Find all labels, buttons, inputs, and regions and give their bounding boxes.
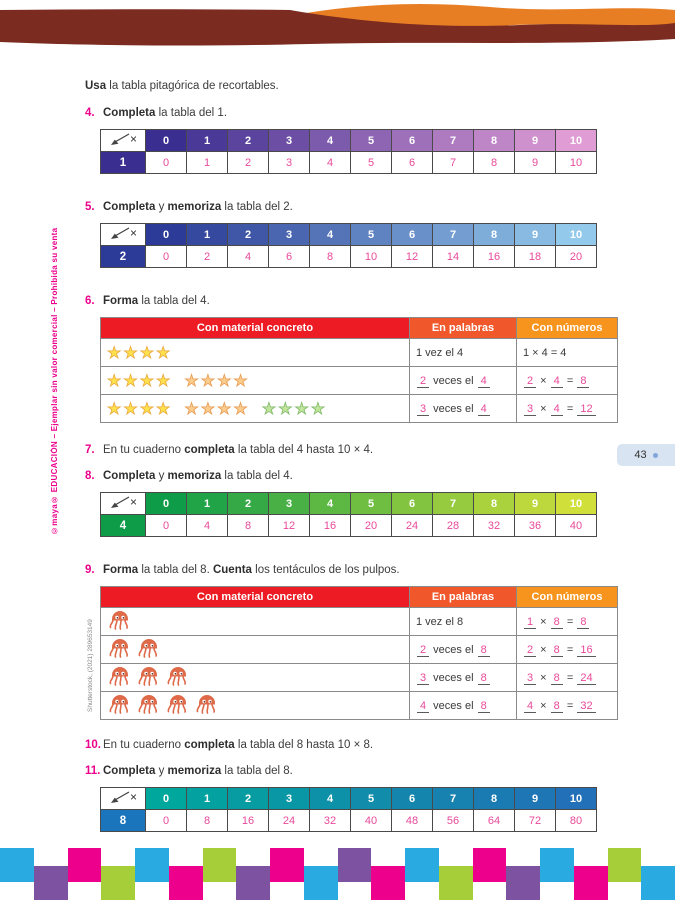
handwritten-answer: 2 [417, 644, 429, 657]
answer-cell: 64 [474, 810, 515, 832]
column-header-cell: 10 [556, 788, 597, 810]
octopus-icon-wrap [194, 693, 220, 718]
answer-cell: 8 [228, 515, 269, 537]
answer-cell: 8 [187, 810, 228, 832]
answer-cell: 48 [392, 810, 433, 832]
svg-text:×: × [130, 790, 138, 804]
handwritten-answer: 8 [577, 616, 589, 629]
table-corner-cell [101, 224, 146, 246]
svg-text:×: × [130, 132, 138, 146]
pythagoras-table [100, 787, 597, 832]
exercise-11 [85, 764, 605, 778]
octopus-icon [107, 609, 133, 631]
text-segment: veces el [430, 699, 477, 712]
answer-cell: 10 [351, 246, 392, 268]
con-numeros-cell [517, 636, 618, 664]
material-cell [101, 395, 410, 423]
text-segment: la tabla del 4. [138, 295, 210, 307]
handwritten-answer: 2 [417, 375, 429, 388]
answer-cell: 40 [556, 515, 597, 537]
forma-header-cell: En palabras [410, 587, 517, 608]
text-segment: Completa [103, 201, 156, 213]
exercise-9 [85, 563, 605, 577]
column-header-cell: 2 [228, 130, 269, 152]
answer-cell: 14 [433, 246, 474, 268]
decoration-block [135, 848, 169, 882]
text-segment: memoriza [167, 765, 222, 777]
answer-cell: 3 [269, 152, 310, 174]
photo-credit: Shutterstock, (2021) 289653149 [87, 619, 94, 712]
handwritten-answer: 8 [577, 375, 589, 388]
column-header-cell: 10 [556, 224, 597, 246]
exercise-text [103, 739, 373, 751]
star-group-icon: ★★★★ [107, 400, 173, 418]
exercise-4 [85, 106, 605, 120]
answer-cell: 40 [351, 810, 392, 832]
column-header-cell: 7 [433, 788, 474, 810]
forma-header-cell: Con números [517, 587, 618, 608]
handwritten-answer: 8 [551, 672, 563, 685]
table-corner-cell [101, 788, 146, 810]
octopus-icon-wrap [136, 693, 162, 718]
exercise-6 [85, 294, 605, 308]
column-header-cell: 5 [351, 493, 392, 515]
pythagoras-table [100, 492, 597, 537]
column-header-cell: 7 [433, 130, 474, 152]
table-corner-cell [101, 493, 146, 515]
column-header-cell: 6 [392, 493, 433, 515]
answer-cell: 0 [146, 152, 187, 174]
column-header-cell: 6 [392, 224, 433, 246]
handwritten-answer: 4 [478, 375, 490, 388]
decoration-block [34, 866, 68, 900]
decoration-block [0, 848, 34, 882]
text-segment: Forma [103, 295, 139, 307]
multiplication-table-del-1 [100, 129, 605, 174]
en-palabras-cell [410, 339, 517, 367]
forma-table [100, 586, 618, 720]
exercise-number: 7. [85, 444, 95, 456]
decoration-block [608, 848, 642, 882]
handwritten-answer: 4 [524, 700, 536, 713]
text-segment: la tabla pitagórica de recortables. [106, 80, 279, 92]
answer-cell: 28 [433, 515, 474, 537]
text-segment: 1 vez el 4 [416, 346, 464, 359]
page-badge-dot [653, 453, 658, 458]
column-header-cell: 8 [474, 130, 515, 152]
answer-cell: 12 [269, 515, 310, 537]
multiplication-table-del-8 [100, 787, 605, 832]
multiplication-table-del-2 [100, 223, 605, 268]
svg-text:×: × [130, 495, 138, 509]
octopus-icon [107, 637, 133, 659]
octopus-icon [194, 693, 220, 715]
table-corner-cell [101, 130, 146, 152]
decoration-block [574, 866, 608, 900]
handwritten-answer: 32 [577, 700, 595, 713]
octopus-icon [136, 665, 162, 687]
text-segment: = [563, 615, 577, 628]
column-header-cell: 4 [310, 130, 351, 152]
text-segment: × [537, 671, 550, 684]
en-palabras-cell [410, 636, 517, 664]
text-segment: En tu cuaderno [103, 739, 185, 751]
handwritten-answer: 8 [551, 616, 563, 629]
exercise-number: 8. [85, 470, 95, 482]
answer-cell: 8 [310, 246, 351, 268]
exercise-number: 5. [85, 201, 95, 213]
answer-cell: 32 [474, 515, 515, 537]
answer-cell: 6 [392, 152, 433, 174]
answer-cell: 16 [228, 810, 269, 832]
star-group-icon: ★★★★ [184, 400, 250, 418]
multiply-arrow-icon [105, 493, 141, 511]
column-header-cell: 1 [187, 788, 228, 810]
answer-cell: 2 [187, 246, 228, 268]
column-header-cell: 1 [187, 130, 228, 152]
handwritten-answer: 4 [478, 403, 490, 416]
text-segment: completa [184, 444, 235, 456]
text-segment: los tentáculos de los pulpos. [251, 564, 400, 576]
answer-cell: 80 [556, 810, 597, 832]
octopus-icon-wrap [136, 637, 162, 662]
handwritten-answer: 4 [551, 403, 563, 416]
material-cell [101, 339, 410, 367]
decoration-block [68, 848, 102, 882]
decoration-block [540, 848, 574, 882]
pythagoras-table [100, 223, 597, 268]
pythagoras-table [100, 129, 597, 174]
column-header-cell: 1 [187, 493, 228, 515]
text-segment: veces el [430, 402, 477, 415]
exercise-number: 4. [85, 107, 95, 119]
handwritten-answer: 24 [577, 672, 595, 685]
answer-cell: 36 [515, 515, 556, 537]
answer-cell: 4 [228, 246, 269, 268]
answer-cell: 12 [392, 246, 433, 268]
text-segment: Completa [103, 107, 156, 119]
material-cell [101, 636, 410, 664]
star-group-icon: ★★★★ [184, 372, 250, 390]
text-segment: la tabla del 8 hasta 10 × 8. [234, 739, 374, 751]
forma-header-cell: Con material concreto [101, 587, 410, 608]
forma-header-cell: En palabras [410, 318, 517, 339]
octopus-icon-wrap [165, 665, 191, 690]
column-header-cell: 6 [392, 788, 433, 810]
exercise-7 [85, 443, 605, 457]
exercise-text [103, 470, 293, 482]
answer-cell: 0 [146, 810, 187, 832]
star-group-icon: ★★★★ [261, 400, 328, 418]
multiply-arrow-icon [105, 130, 141, 148]
text-segment: = [563, 643, 577, 656]
text-segment: la tabla del 8. [138, 564, 213, 576]
en-palabras-cell [410, 367, 517, 395]
octopus-icon-wrap [107, 609, 133, 634]
footer-decoration [0, 848, 675, 900]
text-segment: Completa [103, 470, 156, 482]
octopus-icon [136, 693, 162, 715]
text-segment: memoriza [167, 470, 222, 482]
con-numeros-cell [517, 692, 618, 720]
con-numeros-cell [517, 664, 618, 692]
multiply-arrow-icon [105, 788, 141, 806]
intro-text [85, 80, 605, 92]
decoration-block [169, 866, 203, 900]
column-header-cell: 2 [228, 224, 269, 246]
answer-cell: 10 [556, 152, 597, 174]
en-palabras-cell [410, 395, 517, 423]
answer-cell: 24 [392, 515, 433, 537]
exercise-8 [85, 469, 605, 483]
answer-cell: 8 [474, 152, 515, 174]
column-header-cell: 3 [269, 130, 310, 152]
text-segment: memoriza [167, 201, 222, 213]
text-segment: × [537, 374, 550, 387]
handwritten-answer: 16 [577, 644, 595, 657]
forma-table-del-4 [100, 317, 605, 423]
text-segment: la tabla del 8. [221, 765, 293, 777]
column-header-cell: 0 [146, 788, 187, 810]
text-segment: 1 vez el 8 [416, 615, 464, 628]
exercise-10 [85, 738, 605, 752]
answer-cell: 0 [146, 246, 187, 268]
top-banner-decoration [0, 0, 675, 54]
answer-cell: 9 [515, 152, 556, 174]
exercise-text [103, 201, 293, 213]
text-segment: × [537, 615, 550, 628]
answer-cell: 32 [310, 810, 351, 832]
handwritten-answer: 1 [524, 616, 536, 629]
answer-cell: 18 [515, 246, 556, 268]
text-segment: × [537, 699, 550, 712]
column-header-cell: 7 [433, 224, 474, 246]
handwritten-answer: 2 [524, 375, 536, 388]
column-header-cell: 4 [310, 788, 351, 810]
text-segment: la tabla del 2. [221, 201, 293, 213]
multiplication-table-del-4 [100, 492, 605, 537]
answer-cell: 1 [187, 152, 228, 174]
answer-cell: 20 [556, 246, 597, 268]
decoration-block [506, 866, 540, 900]
material-cell [101, 664, 410, 692]
column-header-cell: 4 [310, 224, 351, 246]
con-numeros-cell [517, 608, 618, 636]
en-palabras-cell [410, 664, 517, 692]
material-cell [101, 367, 410, 395]
decoration-block [439, 866, 473, 900]
octopus-icon-wrap [107, 637, 133, 662]
text-segment: = [563, 671, 577, 684]
main-content [85, 80, 605, 858]
en-palabras-cell [410, 608, 517, 636]
column-header-cell: 0 [146, 224, 187, 246]
answer-cell: 20 [351, 515, 392, 537]
column-header-cell: 8 [474, 224, 515, 246]
answer-cell: 5 [351, 152, 392, 174]
page-number-badge [617, 444, 675, 466]
octopus-icon-wrap [136, 665, 162, 690]
text-segment: × [537, 402, 550, 415]
column-header-cell: 5 [351, 224, 392, 246]
column-header-cell: 9 [515, 493, 556, 515]
row-label-cell: 2 [101, 246, 146, 268]
decoration-block [641, 866, 675, 900]
material-cell [101, 692, 410, 720]
answer-cell: 6 [269, 246, 310, 268]
column-header-cell: 9 [515, 130, 556, 152]
decoration-block [101, 866, 135, 900]
decoration-block [405, 848, 439, 882]
handwritten-answer: 3 [524, 403, 536, 416]
forma-header-cell: Con números [517, 318, 618, 339]
forma-table [100, 317, 618, 423]
text-segment: veces el [430, 671, 477, 684]
handwritten-answer: 3 [417, 672, 429, 685]
column-header-cell: 8 [474, 493, 515, 515]
exercise-text [103, 295, 210, 307]
answer-cell: 0 [146, 515, 187, 537]
exercise-number: 11. [85, 765, 101, 777]
text-segment: = [563, 374, 577, 387]
text-segment: × [537, 643, 550, 656]
text-segment: veces el [430, 643, 477, 656]
column-header-cell: 10 [556, 493, 597, 515]
star-group-icon: ★★★★ [107, 372, 173, 390]
handwritten-answer: 4 [417, 700, 429, 713]
column-header-cell: 5 [351, 788, 392, 810]
star-group-icon: ★★★★ [107, 344, 173, 362]
answer-cell: 4 [310, 152, 351, 174]
octopus-icon [165, 693, 191, 715]
answer-cell: 16 [310, 515, 351, 537]
forma-header-cell: Con material concreto [101, 318, 410, 339]
column-header-cell: 1 [187, 224, 228, 246]
row-label-cell: 1 [101, 152, 146, 174]
text-segment: Completa [103, 765, 156, 777]
exercise-text [103, 444, 373, 456]
exercise-number: 6. [85, 295, 95, 307]
decoration-block [270, 848, 304, 882]
column-header-cell: 0 [146, 130, 187, 152]
text-segment: Forma [103, 564, 139, 576]
text-segment: = [563, 699, 577, 712]
octopus-icon [136, 637, 162, 659]
decoration-block [338, 848, 372, 882]
handwritten-answer: 2 [524, 644, 536, 657]
text-segment: veces el [430, 374, 477, 387]
text-segment: En tu cuaderno [103, 444, 185, 456]
column-header-cell: 10 [556, 130, 597, 152]
column-header-cell: 7 [433, 493, 474, 515]
exercise-5 [85, 200, 605, 214]
forma-table-del-8 [87, 586, 605, 720]
column-header-cell: 9 [515, 788, 556, 810]
octopus-icon [107, 665, 133, 687]
handwritten-answer: 8 [551, 644, 563, 657]
answer-cell: 16 [474, 246, 515, 268]
text-segment: = [563, 402, 577, 415]
column-header-cell: 9 [515, 224, 556, 246]
column-header-cell: 2 [228, 493, 269, 515]
column-header-cell: 8 [474, 788, 515, 810]
page-number: 43 [634, 449, 647, 461]
decoration-block [203, 848, 237, 882]
exercise-text [103, 765, 293, 777]
row-label-cell: 4 [101, 515, 146, 537]
column-header-cell: 2 [228, 788, 269, 810]
octopus-icon [165, 665, 191, 687]
exercise-text [103, 564, 400, 576]
handwritten-answer: 8 [478, 644, 490, 657]
text-segment: y [155, 765, 168, 777]
answer-cell: 24 [269, 810, 310, 832]
handwritten-answer: 8 [551, 700, 563, 713]
decoration-block [304, 866, 338, 900]
handwritten-answer: 4 [551, 375, 563, 388]
decoration-block [473, 848, 507, 882]
con-numeros-cell [517, 367, 618, 395]
exercise-number: 10. [85, 739, 101, 751]
handwritten-answer: 12 [577, 403, 595, 416]
column-header-cell: 3 [269, 788, 310, 810]
exercise-number: 9. [85, 564, 95, 576]
octopus-icon-wrap [165, 693, 191, 718]
svg-text:×: × [130, 226, 138, 240]
answer-cell: 4 [187, 515, 228, 537]
multiply-arrow-icon [105, 224, 141, 242]
column-header-cell: 6 [392, 130, 433, 152]
en-palabras-cell [410, 692, 517, 720]
row-label-cell: 8 [101, 810, 146, 832]
exercise-text [103, 107, 227, 119]
material-cell [101, 608, 410, 636]
handwritten-answer: 3 [417, 403, 429, 416]
octopus-icon [107, 693, 133, 715]
text-segment: y [155, 470, 168, 482]
octopus-icon-wrap [107, 665, 133, 690]
answer-cell: 7 [433, 152, 474, 174]
text-segment: Cuenta [212, 564, 252, 576]
column-header-cell: 3 [269, 493, 310, 515]
text-segment: la tabla del 4 hasta 10 × 4. [234, 444, 374, 456]
column-header-cell: 0 [146, 493, 187, 515]
text-segment: la tabla del 4. [221, 470, 293, 482]
octopus-icon-wrap [107, 693, 133, 718]
handwritten-answer: 8 [478, 700, 490, 713]
publisher-credit: ©maya® EDUCACIÓN – Ejemplar sin valor comercial – Prohibida su venta [50, 227, 59, 535]
text-segment: la tabla del 1. [155, 107, 228, 119]
answer-cell: 2 [228, 152, 269, 174]
decoration-block [236, 866, 270, 900]
column-header-cell: 3 [269, 224, 310, 246]
text-segment: Usa [85, 80, 107, 92]
answer-cell: 56 [433, 810, 474, 832]
text-segment: completa [184, 739, 235, 751]
con-numeros-cell [517, 395, 618, 423]
handwritten-answer: 8 [478, 672, 490, 685]
text-segment: y [155, 201, 168, 213]
con-numeros-cell [517, 339, 618, 367]
text-segment: 1 × 4 = 4 [523, 346, 567, 359]
answer-cell: 72 [515, 810, 556, 832]
column-header-cell: 4 [310, 493, 351, 515]
handwritten-answer: 3 [524, 672, 536, 685]
decoration-block [371, 866, 405, 900]
column-header-cell: 5 [351, 130, 392, 152]
